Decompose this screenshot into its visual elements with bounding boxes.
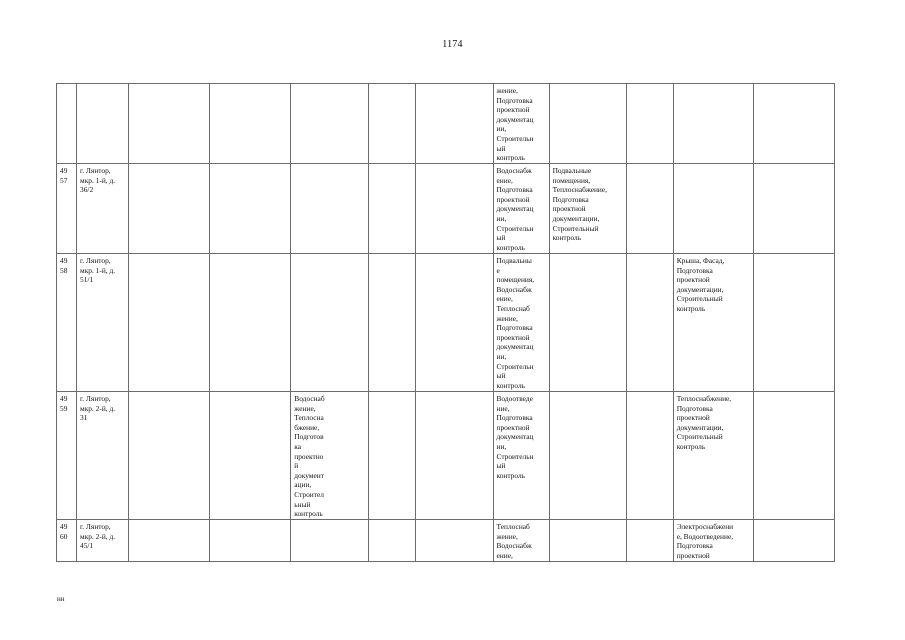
row-number-cell [57, 164, 77, 254]
work-type-cell [369, 164, 416, 254]
table-row [57, 84, 835, 164]
work-type-cell [626, 392, 673, 520]
address-cell [77, 392, 129, 520]
cell-text: жение, Подготовка проектной документац ии, Строительн ый контроль [496, 86, 534, 163]
work-type-cell [129, 254, 210, 392]
work-type-cell [369, 84, 416, 164]
address-cell [77, 520, 129, 562]
cell-text: Подвальны е помещения, Водоснабж ение, Теплоснаб жение, Подготовка проектной документац ии, Строительн ый контроль [496, 256, 535, 390]
work-type-cell [129, 84, 210, 164]
work-type-cell [493, 84, 549, 164]
cell-text: Водоснабж ение, Подготовка проектной документац ии, Строительн ый контроль [496, 166, 534, 252]
work-type-cell [753, 164, 834, 254]
work-type-cell [291, 84, 369, 164]
work-type-cell [673, 392, 753, 520]
work-type-cell [129, 392, 210, 520]
work-type-cell [291, 392, 369, 520]
work-type-cell [416, 84, 493, 164]
cell-text: Крыша, Фасад, Подготовка проектной документации, Строительный контроль [676, 256, 725, 313]
address-cell [77, 254, 129, 392]
work-type-cell [673, 520, 753, 562]
work-type-cell [673, 254, 753, 392]
work-type-cell [129, 520, 210, 562]
work-type-cell [753, 520, 834, 562]
cell-text: г. Лянтор, мкр. 2-й, д. 45/1 [80, 522, 116, 551]
cell-text: г. Лянтор, мкр. 2-й, д. 31 [80, 394, 116, 423]
work-type-cell [493, 520, 549, 562]
cell-text: Теплоснабжение, Подготовка проектной документации, Строительный контроль [676, 394, 732, 451]
table-row [57, 254, 835, 392]
work-type-cell [493, 392, 549, 520]
work-type-cell [626, 84, 673, 164]
work-type-cell [416, 392, 493, 520]
work-type-cell [753, 84, 834, 164]
address-cell [77, 164, 129, 254]
footer-mark: нн [57, 595, 65, 603]
cell-text: Водоснаб жение, Теплосна бжение, Подготов ка проектно й документ ации, Строител ьный контроль [294, 394, 325, 519]
work-type-cell [493, 164, 549, 254]
cell-text: г. Лянтор, мкр. 1-й, д. 51/1 [80, 256, 116, 285]
work-type-cell [753, 392, 834, 520]
work-type-cell [210, 84, 291, 164]
renovation-schedule-table [56, 83, 835, 562]
work-type-cell [210, 254, 291, 392]
work-type-cell [549, 164, 626, 254]
work-type-cell [626, 254, 673, 392]
work-type-cell [210, 392, 291, 520]
work-type-cell [416, 520, 493, 562]
row-number-cell [57, 520, 77, 562]
page-number: 1174 [442, 39, 463, 50]
work-type-cell [210, 164, 291, 254]
cell-text: 49 59 [60, 394, 68, 413]
cell-text: Электроснабжени е, Водоотведение, Подготовка проектной [676, 522, 734, 560]
cell-text: 49 58 [60, 256, 68, 275]
cell-text: 49 60 [60, 522, 68, 541]
cell-text: г. Лянтор, мкр. 1-й, д. 36/2 [80, 166, 116, 195]
work-type-cell [416, 164, 493, 254]
work-type-cell [626, 520, 673, 562]
work-type-cell [369, 520, 416, 562]
work-type-cell [416, 254, 493, 392]
row-number-cell [57, 84, 77, 164]
work-type-cell [673, 164, 753, 254]
work-type-cell [753, 254, 834, 392]
table-row [57, 392, 835, 520]
table-row [57, 520, 835, 562]
table-body [57, 84, 835, 562]
work-type-cell [549, 254, 626, 392]
work-type-cell [549, 392, 626, 520]
cell-text: 49 57 [60, 166, 68, 185]
table-row [57, 164, 835, 254]
row-number-cell [57, 254, 77, 392]
work-type-cell [549, 520, 626, 562]
work-type-cell [549, 84, 626, 164]
work-type-cell [291, 254, 369, 392]
address-cell [77, 84, 129, 164]
work-type-cell [210, 520, 291, 562]
work-type-cell [369, 392, 416, 520]
work-type-cell [369, 254, 416, 392]
work-type-cell [291, 520, 369, 562]
cell-text: Подвальные помещения, Теплоснабжение, Подготовка проектной документации, Строительный контроль [552, 166, 608, 243]
work-type-cell [493, 254, 549, 392]
work-type-cell [291, 164, 369, 254]
work-type-cell [626, 164, 673, 254]
work-type-cell [129, 164, 210, 254]
cell-text: Теплоснаб жение, Водоснабж ение, [496, 522, 532, 560]
cell-text: Водоотведе ние, Подготовка проектной документац ии, Строительн ый контроль [496, 394, 534, 480]
work-type-cell [673, 84, 753, 164]
row-number-cell [57, 392, 77, 520]
